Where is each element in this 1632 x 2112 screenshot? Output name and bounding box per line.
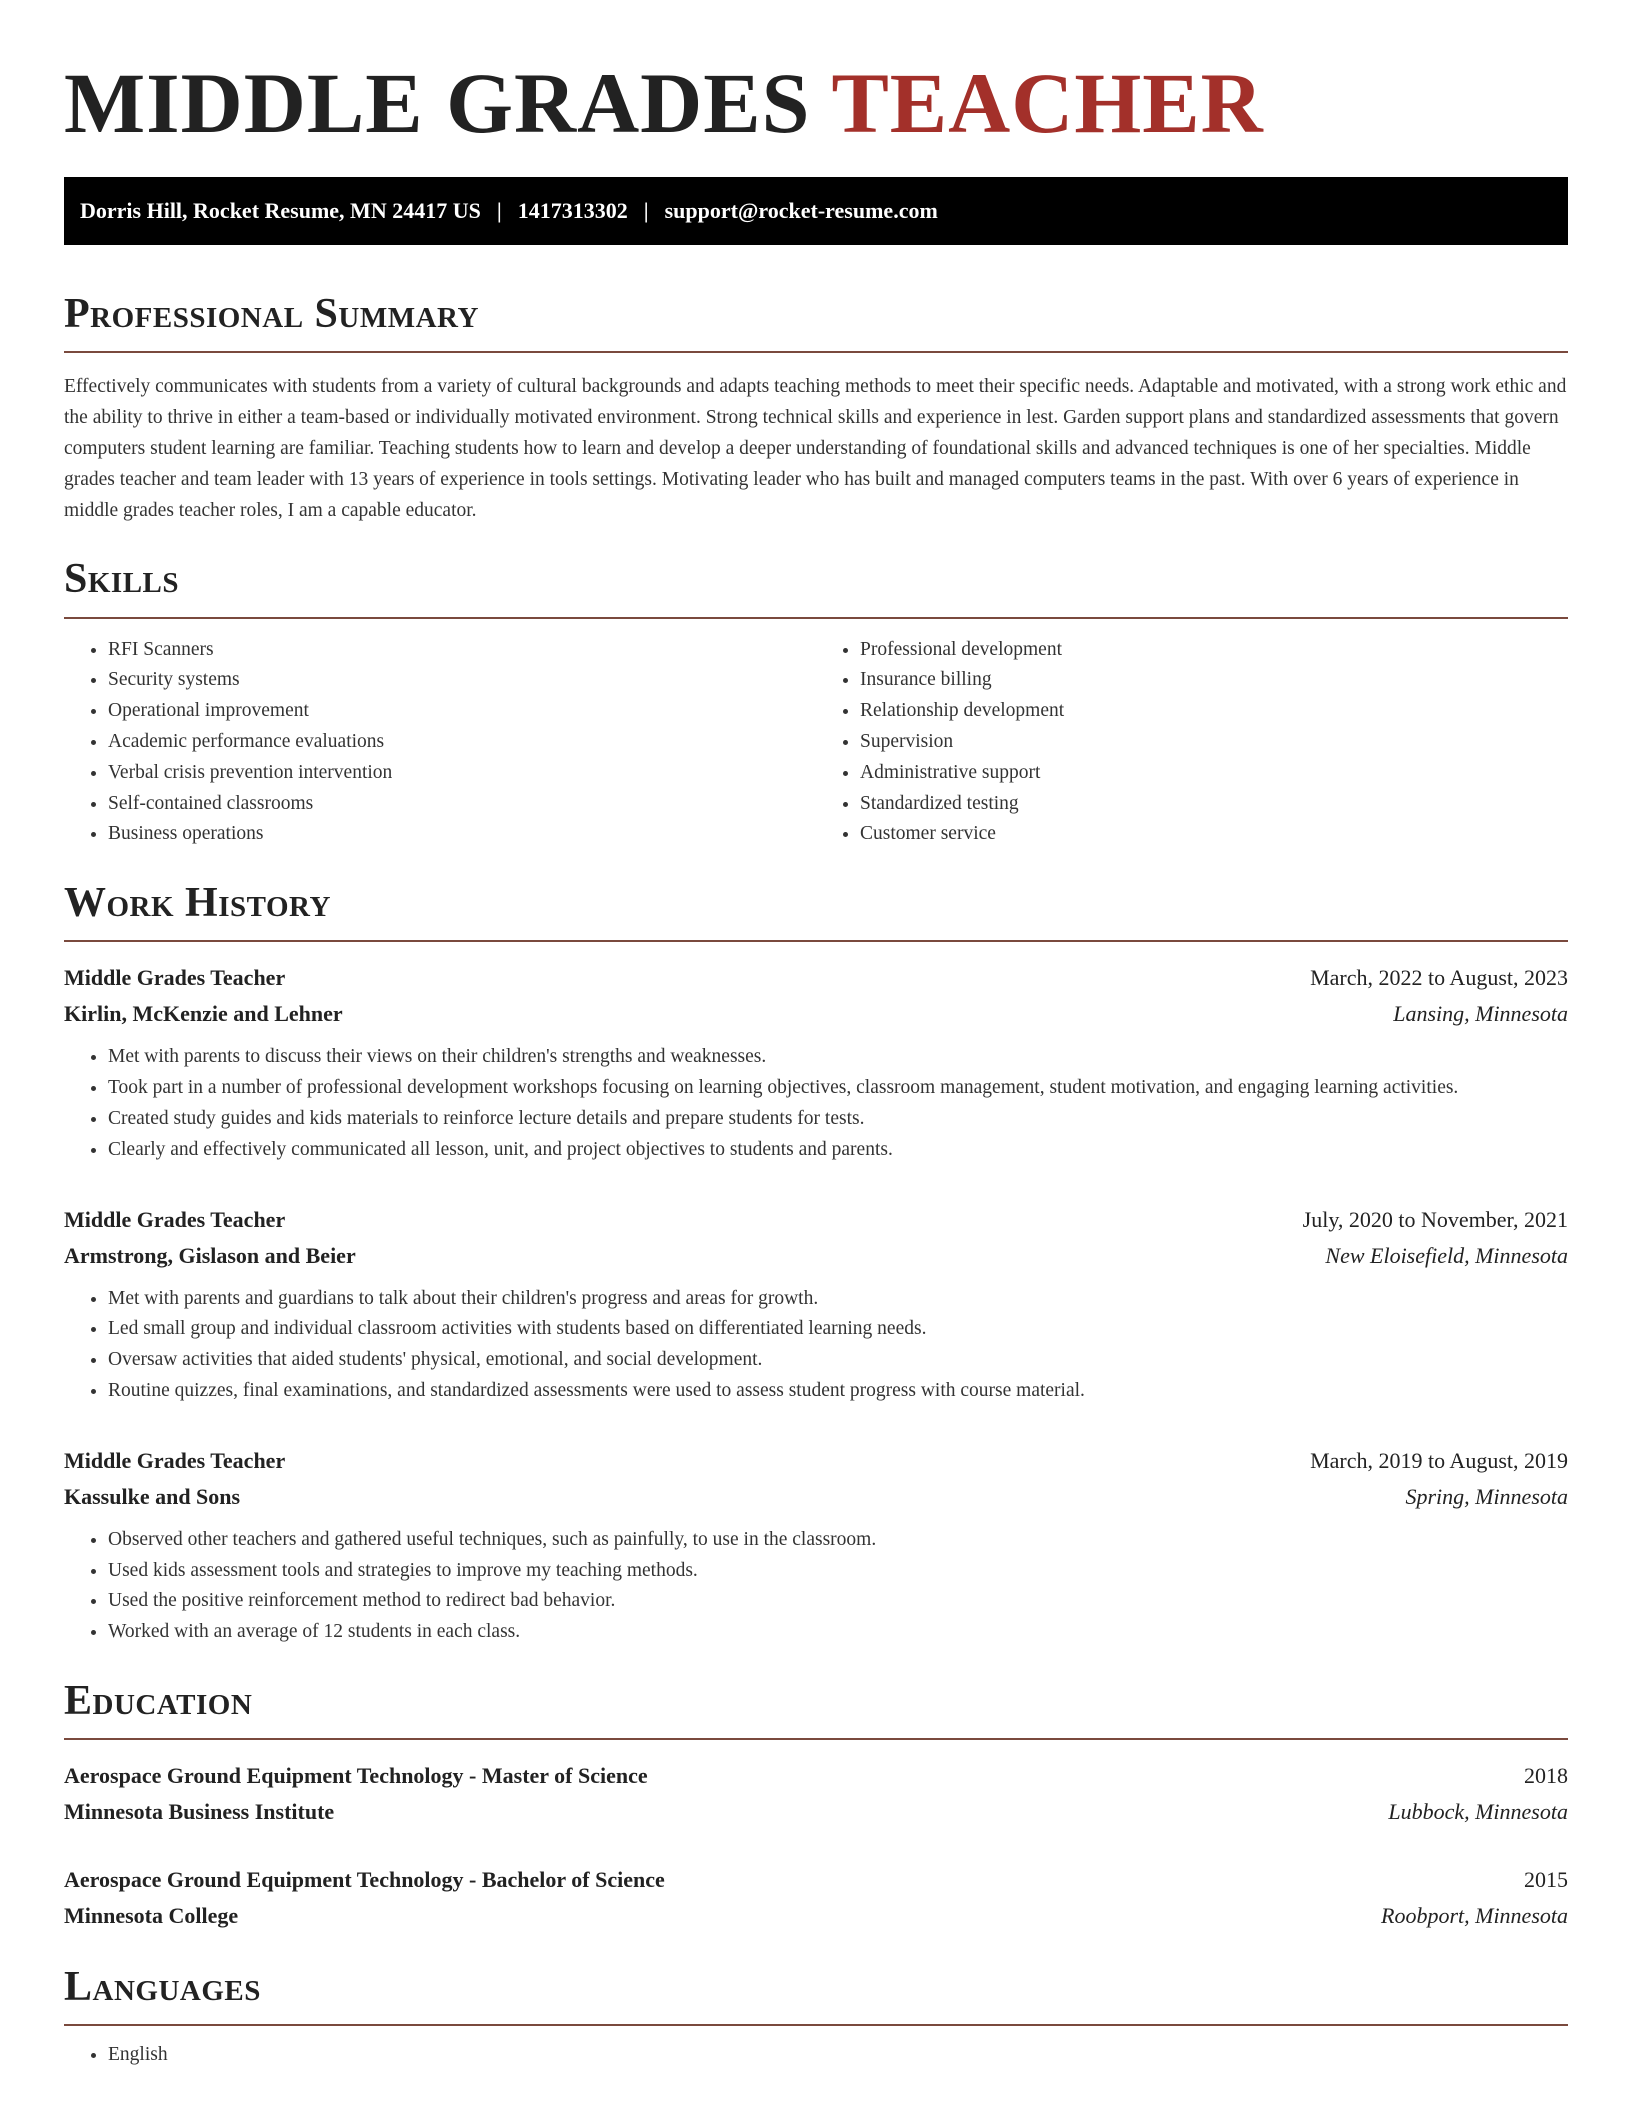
skill-item: • Customer service <box>860 819 1568 850</box>
skills-list-right <box>816 635 1568 851</box>
section-divider <box>64 351 1568 353</box>
job-bullet: • Led small group and individual classroom activities with students based on differentiated learning needs. <box>108 1314 1568 1345</box>
section-heading: Education <box>64 1677 253 1724</box>
job-title: Middle Grades Teacher <box>64 1206 286 1232</box>
skills-list-left <box>64 635 816 851</box>
skill-item: • Administrative support <box>860 758 1568 789</box>
contact-separator: | <box>643 198 649 224</box>
job-company: Kassulke and Sons <box>64 1483 241 1509</box>
section-heading: Skills <box>64 556 180 603</box>
section-divider <box>64 1738 1568 1740</box>
summary-section <box>64 291 1568 526</box>
job-company-row <box>64 996 1568 1032</box>
job-bullet: • Oversaw activities that aided students' physical, emotional, and social development. <box>108 1345 1568 1376</box>
section-divider <box>64 940 1568 942</box>
job-company: Kirlin, McKenzie and Lehner <box>64 1001 343 1027</box>
languages-list <box>64 2040 1568 2070</box>
job-company-row <box>64 1479 1568 1515</box>
title-main: MIDDLE GRADES <box>64 55 811 151</box>
job-bullet: • Used the positive reinforcement method to redirect bad behavior. <box>108 1586 1568 1617</box>
language-item: • English <box>108 2040 1568 2070</box>
job-header-row <box>64 960 1568 996</box>
education-school: Minnesota College <box>64 1903 239 1929</box>
job-location: New Eloisefield, Minnesota <box>1325 1242 1568 1268</box>
contact-email: support@rocket-resume.com <box>664 198 938 224</box>
job-company: Armstrong, Gislason and Beier <box>64 1242 356 1268</box>
summary-text: Effectively communicates with students from a variety of cultural backgrounds and adapts teaching methods to meet their specific needs. Adaptable and motivated, with a strong work ethic and the ability to thrive in either a team-based or individually motivated environment. Strong technical skills and experience in lest. Garden support plans and standardized assessments that govern computers student learning are familiar. Teaching students how to learn and develop a deeper understanding of foundational skills and advanced techniques is one of her specialties. Middle grades teacher and team leader with 13 years of experience in tools settings. Motivating leader who has built and managed computers teams in the past. With over 6 years of experience in middle grades teacher roles, I am a capable educator. <box>64 376 1567 522</box>
contact-bar <box>64 177 1568 245</box>
education-section <box>64 1678 1568 1934</box>
job-bullet: • Used kids assessment tools and strategies to improve my teaching methods. <box>108 1556 1568 1587</box>
skill-item: • Relationship development <box>860 696 1568 727</box>
job-bullets <box>64 1042 1568 1165</box>
section-heading: Work History <box>64 880 331 927</box>
job-bullets <box>64 1284 1568 1407</box>
section-heading: Languages <box>64 1964 261 2011</box>
education-degree-row <box>64 1862 1568 1898</box>
job-bullet: • Took part in a number of professional development workshops focusing on learning objectives, classroom management, student motivation, and engaging learning activities. <box>108 1073 1568 1104</box>
education-degree-row <box>64 1758 1568 1794</box>
skill-item: • Operational improvement <box>108 696 816 727</box>
skill-item: • Supervision <box>860 727 1568 758</box>
languages-section <box>64 1964 1568 2070</box>
skill-item: • Verbal crisis prevention intervention <box>108 758 816 789</box>
education-degree: Aerospace Ground Equipment Technology - Bachelor of Science <box>64 1867 665 1893</box>
section-divider <box>64 617 1568 619</box>
education-year: 2018 <box>1524 1763 1568 1789</box>
contact-phone: 1417313302 <box>517 198 628 224</box>
resume-title <box>64 52 1568 155</box>
job-location: Spring, Minnesota <box>1405 1483 1568 1509</box>
job-entry <box>64 960 1568 1165</box>
education-location: Lubbock, Minnesota <box>1388 1799 1568 1825</box>
skill-item: • Academic performance evaluations <box>108 727 816 758</box>
job-header-row <box>64 1202 1568 1238</box>
work-history-section <box>64 880 1568 1648</box>
job-bullet: • Met with parents and guardians to talk about their children's progress and areas for growth. <box>108 1284 1568 1315</box>
skill-item: • Security systems <box>108 665 816 696</box>
education-school: Minnesota Business Institute <box>64 1799 335 1825</box>
job-dates: March, 2022 to August, 2023 <box>1310 965 1568 991</box>
skill-item: • RFI Scanners <box>108 635 816 666</box>
job-bullet: • Clearly and effectively communicated all lesson, unit, and project objectives to students and parents. <box>108 1135 1568 1166</box>
job-dates: July, 2020 to November, 2021 <box>1302 1206 1568 1232</box>
job-bullet: • Observed other teachers and gathered useful techniques, such as painfully, to use in the classroom. <box>108 1525 1568 1556</box>
section-heading: Professional Summary <box>64 291 479 338</box>
job-bullet: • Created study guides and kids materials to reinforce lecture details and prepare students for tests. <box>108 1104 1568 1135</box>
job-bullet: • Met with parents to discuss their views on their children's strengths and weaknesses. <box>108 1042 1568 1073</box>
skills-grid <box>64 635 1568 851</box>
education-year: 2015 <box>1524 1867 1568 1893</box>
skill-item: • Self-contained classrooms <box>108 789 816 820</box>
job-entry <box>64 1443 1568 1648</box>
job-bullets <box>64 1525 1568 1648</box>
job-entry <box>64 1202 1568 1407</box>
education-entry <box>64 1862 1568 1934</box>
education-degree: Aerospace Ground Equipment Technology - Master of Science <box>64 1763 648 1789</box>
job-header-row <box>64 1443 1568 1479</box>
contact-address: Dorris Hill, Rocket Resume, MN 24417 US <box>80 198 481 224</box>
skill-item: • Standardized testing <box>860 789 1568 820</box>
skill-item: • Insurance billing <box>860 665 1568 696</box>
job-title: Middle Grades Teacher <box>64 1447 286 1473</box>
job-dates: March, 2019 to August, 2019 <box>1310 1447 1568 1473</box>
job-title: Middle Grades Teacher <box>64 965 286 991</box>
education-school-row <box>64 1794 1568 1830</box>
title-accent: TEACHER <box>831 55 1264 151</box>
education-entry <box>64 1758 1568 1830</box>
skill-item: • Business operations <box>108 819 816 850</box>
education-location: Roobport, Minnesota <box>1381 1903 1568 1929</box>
job-company-row <box>64 1238 1568 1274</box>
job-location: Lansing, Minnesota <box>1393 1001 1568 1027</box>
section-divider <box>64 2024 1568 2026</box>
contact-separator: | <box>496 198 502 224</box>
skills-section <box>64 556 1568 850</box>
job-bullet: • Worked with an average of 12 students in each class. <box>108 1617 1568 1648</box>
education-school-row <box>64 1898 1568 1934</box>
skill-item: • Professional development <box>860 635 1568 666</box>
job-bullet: • Routine quizzes, final examinations, and standardized assessments were used to assess student progress with course material. <box>108 1376 1568 1407</box>
